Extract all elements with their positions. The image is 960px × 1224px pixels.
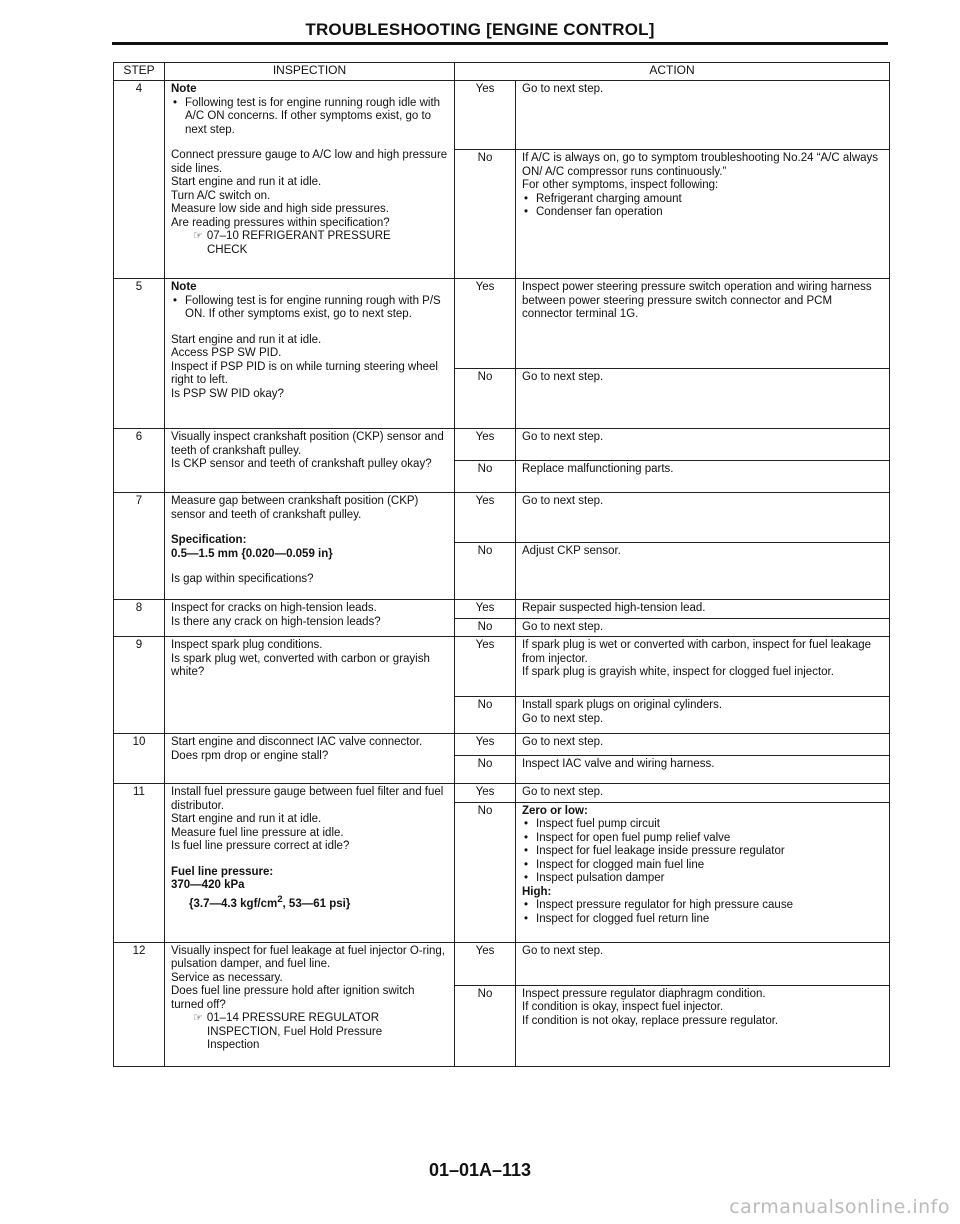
header-inspection: INSPECTION: [165, 63, 455, 81]
no-action: [516, 985, 890, 1066]
step-8-yes-row: [114, 600, 890, 619]
step-number: 11: [114, 784, 165, 943]
note-title: Note: [171, 83, 197, 95]
inspection-line: Does fuel line pressure hold after ignition switch turned off?: [171, 985, 415, 1011]
action-bullet: • Inspect pulsation damper: [522, 872, 883, 886]
no-action: [516, 802, 890, 942]
yes-action: Inspect power steering pressure switch operation and wiring harness between power steering pressure switch connector and PCM connector terminal 1G.: [516, 279, 890, 369]
note-title: Note: [171, 281, 197, 293]
spec-label: Fuel line pressure:: [171, 865, 274, 878]
action-line: If A/C is always on, go to symptom troubleshooting No.24 “A/C always ON/ A/C compressor runs continuously.”: [522, 152, 879, 178]
yes-label: Yes: [455, 734, 516, 756]
inspection-line: Connect pressure gauge to A/C low and high pressure side lines.: [171, 149, 448, 175]
reference-line: [171, 230, 448, 244]
page-title: TROUBLESHOOTING [ENGINE CONTROL]: [305, 20, 655, 39]
yes-label: Yes: [455, 429, 516, 461]
inspection-line: Install fuel pressure gauge between fuel filter and fuel distributor.: [171, 786, 444, 812]
step-4-yes-row: [114, 81, 890, 150]
step-5-yes-row: [114, 279, 890, 369]
spec-label: Specification:: [171, 534, 247, 546]
header-action: ACTION: [455, 63, 890, 81]
inspection-line: Inspect if PSP PID is on while turning steering wheel right to left.: [171, 360, 438, 386]
action-line: If spark plug is wet or converted with carbon, inspect for fuel leakage from injector.: [522, 639, 872, 665]
inspection-line: Start engine and run it at idle.: [171, 333, 322, 346]
yes-action: Go to next step.: [516, 784, 890, 803]
yes-label: Yes: [455, 493, 516, 543]
troubleshooting-table: [113, 62, 890, 1067]
step-4-inspection: [165, 81, 455, 279]
yes-action: Go to next step.: [516, 493, 890, 543]
inspection-line: Is PSP SW PID okay?: [171, 387, 284, 400]
no-action: Adjust CKP sensor.: [516, 543, 890, 600]
step-number: 6: [114, 429, 165, 493]
no-label: No: [455, 543, 516, 600]
spec-value: 0.5—1.5 mm {0.020—0.059 in}: [171, 547, 333, 560]
no-action: Go to next step.: [516, 618, 890, 637]
no-label: No: [455, 618, 516, 637]
no-action: [516, 150, 890, 279]
no-label: No: [455, 697, 516, 734]
yes-label: Yes: [455, 637, 516, 697]
step-9-yes-row: [114, 637, 890, 697]
step-7-yes-row: [114, 493, 890, 543]
yes-action: Go to next step.: [516, 429, 890, 461]
step-11-yes-row: [114, 784, 890, 803]
no-action: Inspect IAC valve and wiring harness.: [516, 756, 890, 784]
page-number: 01–01A–113: [428, 1160, 532, 1180]
inspection-line: Are reading pressures within specification?: [171, 216, 390, 229]
inspection-line: Is CKP sensor and teeth of crankshaft pulley okay?: [171, 458, 432, 470]
inspection-line: Inspect for cracks on high-tension leads.: [171, 602, 377, 614]
note-bullet: • Following test is for engine running rough idle with A/C ON concerns. If other symptoms exist, go to next step.: [171, 97, 448, 138]
step-10-inspection: [165, 734, 455, 784]
table-header-row: [114, 63, 890, 81]
no-label: No: [455, 756, 516, 784]
action-line: For other symptoms, inspect following:: [522, 179, 719, 191]
inspection-line: Visually inspect for fuel leakage at fuel injector O-ring, pulsation damper, and fuel line.: [171, 944, 446, 970]
action-heading: Zero or low:: [522, 804, 588, 817]
action-line: If condition is not okay, replace pressure regulator.: [522, 1014, 779, 1027]
inspection-line: Start engine and run it at idle.: [171, 176, 322, 188]
action-line: Inspect pressure regulator diaphragm condition.: [522, 987, 766, 1000]
yes-label: Yes: [455, 600, 516, 619]
step-number: 10: [114, 734, 165, 784]
yes-action: [516, 637, 890, 697]
spec-value: {3.7—4.3 kgf/$cm^2$, 53—61 psi}: [189, 893, 351, 910]
step-9-inspection: [165, 637, 455, 734]
yes-label: Yes: [455, 942, 516, 985]
action-bullet: • Inspect for fuel leakage inside pressure regulator: [522, 845, 883, 859]
inspection-question: Is gap within specifications?: [171, 573, 314, 585]
inspection-line: Is there any crack on high-tension leads?: [171, 615, 381, 628]
reference-text: 07–10 REFRIGERANT PRESSURE: [206, 230, 391, 242]
inspection-line: Turn A/C switch on.: [171, 189, 271, 202]
no-label: No: [455, 802, 516, 942]
pointing-hand-icon: ☞: [193, 230, 203, 242]
action-line: If condition is okay, inspect fuel injector.: [522, 1001, 724, 1013]
step-number: 9: [114, 637, 165, 734]
inspection-line: Is spark plug wet, converted with carbon or grayish white?: [171, 652, 430, 678]
no-action: Replace malfunctioning parts.: [516, 461, 890, 493]
step-7-inspection: [165, 493, 455, 600]
action-bullet: • Refrigerant charging amount: [522, 193, 883, 207]
yes-action: Go to next step.: [516, 734, 890, 756]
inspection-line: Measure gap between crankshaft position (CKP) sensor and teeth of crankshaft pulley.: [171, 495, 419, 521]
yes-action: Repair suspected high-tension lead.: [516, 600, 890, 619]
step-number: 8: [114, 600, 165, 637]
action-bullet: • Inspect fuel pump circuit: [522, 818, 883, 832]
spec-value: 370—420 kPa: [171, 879, 245, 891]
step-8-inspection: [165, 600, 455, 637]
action-bullet: • Condenser fan operation: [522, 206, 883, 220]
inspection-line: Access PSP SW PID.: [171, 347, 282, 359]
action-bullet: • Inspect pressure regulator for high pressure cause: [522, 899, 883, 913]
inspection-line: Is fuel line pressure correct at idle?: [171, 840, 350, 852]
action-bullet: • Inspect for clogged main fuel line: [522, 859, 883, 873]
no-action: Go to next step.: [516, 369, 890, 429]
step-11-inspection: [165, 784, 455, 943]
step-6-inspection: [165, 429, 455, 493]
inspection-line: Start engine and run it at idle.: [171, 813, 322, 825]
step-number: 5: [114, 279, 165, 429]
inspection-line: Measure low side and high side pressures.: [171, 203, 389, 215]
action-bullet: • Inspect for clogged fuel return line: [522, 913, 883, 927]
action-line: Install spark plugs on original cylinders.: [522, 699, 723, 711]
yes-action: Go to next step.: [516, 81, 890, 150]
inspection-line: Does rpm drop or engine stall?: [171, 749, 329, 762]
no-label: No: [455, 150, 516, 279]
reference-line: CHECK: [207, 243, 248, 256]
no-label: No: [455, 369, 516, 429]
step-5-inspection: [165, 279, 455, 429]
action-line: Go to next step.: [522, 712, 604, 725]
yes-label: Yes: [455, 81, 516, 150]
watermark: carmanualsonline.info: [729, 1196, 950, 1218]
step-number: 7: [114, 493, 165, 600]
no-label: No: [455, 985, 516, 1066]
no-label: No: [455, 461, 516, 493]
step-12-inspection: [165, 942, 455, 1066]
action-line: If spark plug is grayish white, inspect for clogged fuel injector.: [522, 666, 834, 678]
step-number: 12: [114, 942, 165, 1066]
reference-line: [171, 1012, 448, 1026]
header-step: STEP: [114, 63, 165, 81]
inspection-line: Measure fuel line pressure at idle.: [171, 826, 344, 839]
inspection-line: Start engine and disconnect IAC valve connector.: [171, 736, 423, 748]
step-number: 4: [114, 81, 165, 279]
inspection-line: Service as necessary.: [171, 971, 283, 984]
pointing-hand-icon: ☞: [193, 1012, 203, 1024]
yes-label: Yes: [455, 784, 516, 803]
step-12-yes-row: [114, 942, 890, 985]
step-10-yes-row: [114, 734, 890, 756]
action-heading: High:: [522, 885, 552, 898]
action-bullet: • Inspect for open fuel pump relief valve: [522, 832, 883, 846]
yes-label: Yes: [455, 279, 516, 369]
reference-text: 01–14 PRESSURE REGULATOR: [206, 1012, 380, 1024]
reference-line: INSPECTION, Fuel Hold Pressure: [207, 1025, 383, 1038]
yes-action: Go to next step.: [516, 942, 890, 985]
note-bullet: • Following test is for engine running rough with P/S ON. If other symptoms exist, go to next step.: [171, 295, 448, 322]
no-action: [516, 697, 890, 734]
inspection-line: Inspect spark plug conditions.: [171, 639, 323, 651]
reference-line: Inspection: [207, 1039, 260, 1051]
inspection-line: Visually inspect crankshaft position (CKP) sensor and teeth of crankshaft pulley.: [171, 431, 444, 457]
title-rule: [112, 42, 888, 45]
step-6-yes-row: [114, 429, 890, 461]
